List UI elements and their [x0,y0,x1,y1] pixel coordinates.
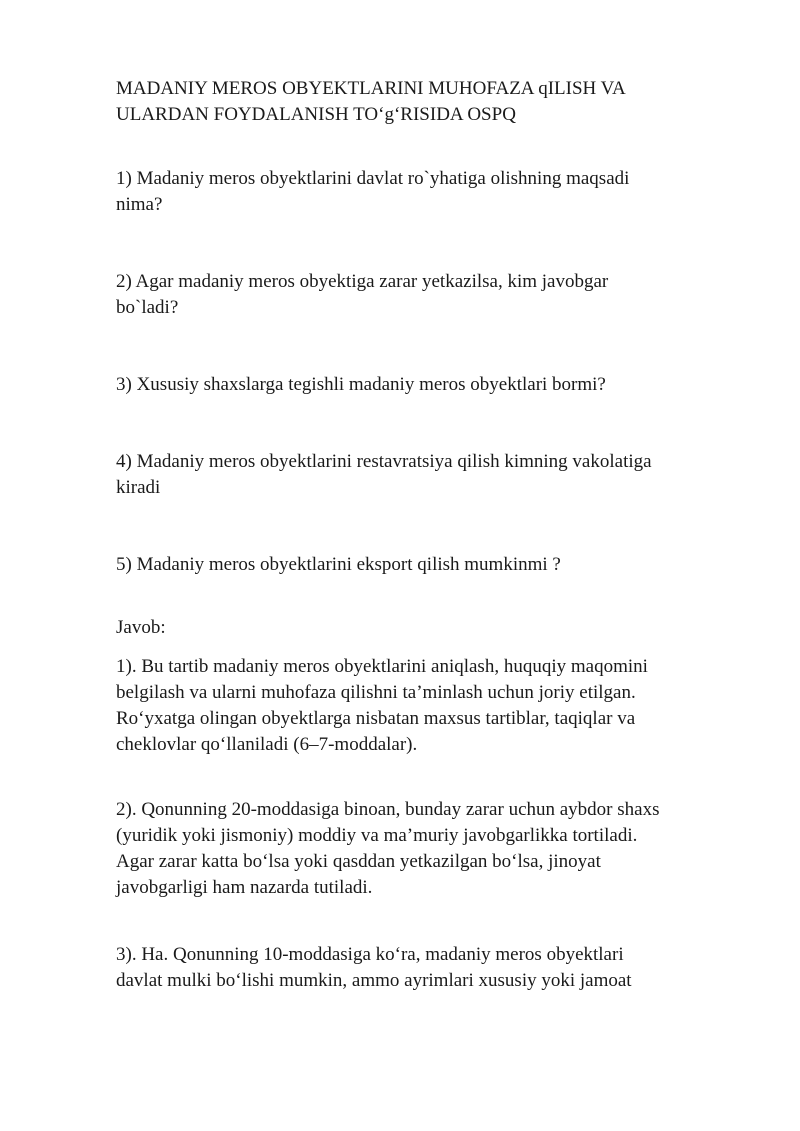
answer-2 [116,797,736,901]
question-3 [116,372,736,398]
answer-heading: Javob: [116,617,166,638]
question-2-line-1: 2) Agar madaniy meros obyektiga zarar yetkazilsa, kim javobgar [116,271,609,292]
title-line-2: ULARDAN FOYDALANISH TO‘g‘RISIDA OSPQ [116,104,516,125]
answer-1-line-2: belgilash va ularni muhofaza qilishni ta’minlash uchun joriy etilgan. [116,682,636,703]
answer-1-line-4: cheklovlar qo‘llaniladi (6–7-moddalar). [116,734,418,755]
answer-2-line-2: (yuridik yoki jismoniy) moddiy va ma’muriy javobgarlikka tortiladi. [116,825,638,846]
question-2-line-2: bo`ladi? [116,297,179,318]
question-1-line-2: nima? [116,194,163,215]
answer-2-line-3: Agar zarar katta bo‘lsa yoki qasddan yetkazilgan bo‘lsa, jinoyat [116,851,601,872]
answer-3 [116,942,736,994]
question-2 [116,269,736,321]
answer-1-line-3: Ro‘yxatga olingan obyektlarga nisbatan maxsus tartiblar, taqiqlar va [116,708,636,729]
question-4-line-1: 4) Madaniy meros obyektlarini restavratsiya qilish kimning vakolatiga [116,451,652,472]
answer-1 [116,654,736,758]
question-1 [116,166,736,218]
question-5-line-1: 5) Madaniy meros obyektlarini eksport qilish mumkinmi ? [116,554,561,575]
answer-2-line-4: javobgarligi ham nazarda tutiladi. [116,877,373,898]
answer-3-line-1: 3). Ha. Qonunning 10-moddasiga ko‘ra, madaniy meros obyektlari [116,944,624,965]
document-title [116,76,736,128]
question-4 [116,449,736,501]
title-line-1: MADANIY MEROS OBYEKTLARINI MUHOFAZA qILISH VA [116,78,626,99]
answer-3-line-2: davlat mulki bo‘lishi mumkin, ammo ayrimlari xususiy yoki jamoat [116,970,632,991]
answer-2-line-1: 2). Qonunning 20-moddasiga binoan, bunday zarar uchun aybdor shaxs [116,799,660,820]
document-page [116,76,736,994]
question-5 [116,552,736,578]
question-4-line-2: kiradi [116,477,161,498]
answer-1-line-1: 1). Bu tartib madaniy meros obyektlarini aniqlash, huquqiy maqomini [116,656,648,677]
question-1-line-1: 1) Madaniy meros obyektlarini davlat ro`yhatiga olishning maqsadi [116,168,630,189]
question-3-line-1: 3) Xususiy shaxslarga tegishli madaniy meros obyektlari bormi? [116,374,606,395]
